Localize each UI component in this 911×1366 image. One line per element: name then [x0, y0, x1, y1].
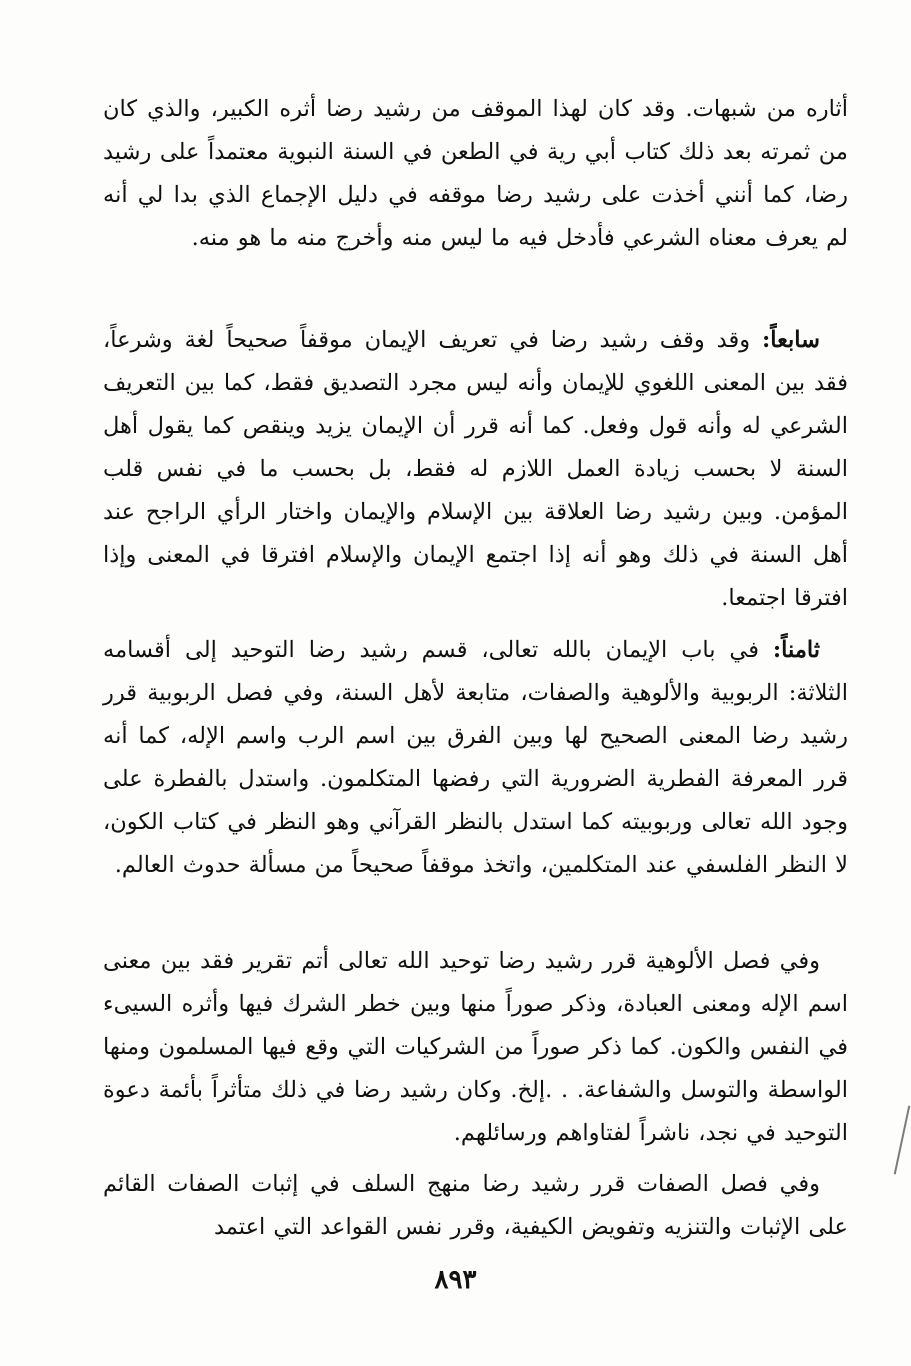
paragraph-5	[103, 1163, 848, 1249]
paragraph-4-text: وفي فصل الألوهية قرر رشيد رضا توحيد الله تعالى أتم تقرير فقد بين معنى اسم الإله ومعنى العبادة، وذكر صوراً منها وبين خطر الشرك فيها وأثره السيىء في النفس والكون. كما ذكر صوراً من الشركيات التي وقع فيها المسلمون ومنها الواسطة والتوسل والشفاعة. . .إلخ. وكان رشيد رضا في ذلك متأثراً بأئمة دعوة التوحيد في نجد، ناشراً لفتاواهم ورسائلهم.	[103, 948, 848, 1146]
paragraph-3-text: في باب الإيمان بالله تعالى، قسم رشيد رضا التوحيد إلى أقسامه الثلاثة: الربوبية والألوهية والصفات، متابعة لأهل السنة، وفي فصل الربوبية قرر رشيد رضا المعنى الصحيح لها وبين الفرق بين اسم الرب واسم الإله، كما أنه قرر المعرفة الفطرية الضرورية التي رفضها المتكلمون. واستدل بالفطرة على وجود الله تعالى وربوبيته كما استدل بالنظر القرآني وهو النظر في كتاب الكون، لا النظر الفلسفي عند المتكلمين، واتخذ موقفاً صحيحاً من مسألة حدوث العالم.	[103, 637, 848, 878]
page-number: ٨٩٣	[434, 1265, 477, 1295]
paragraph-3	[103, 629, 848, 887]
paragraph-3-lead: ثامناً:	[772, 637, 820, 663]
paragraph-2-lead: سابعاً:	[762, 327, 820, 353]
paragraph-5-text: وفي فصل الصفات قرر رشيد رضا منهج السلف في إثبات الصفات القائم على الإثبات والتنزيه وتفويض الكيفية، وقرر نفس القواعد التي اعتمد	[103, 1171, 848, 1240]
paragraph-1	[103, 88, 848, 260]
paragraph-2	[103, 319, 848, 620]
paragraph-4	[103, 940, 848, 1155]
paragraph-1-text: أثاره من شبهات. وقد كان لهذا الموقف من رشيد رضا أثره الكبير، والذي كان من ثمرته بعد ذلك كتاب أبي رية في الطعن في السنة النبوية معتمداً على رشيد رضا، كما أنني أخذت على رشيد رضا موقفه في دليل الإجماع الذي بدا لي أنه لم يعرف معناه الشرعي فأدخل فيه ما ليس منه وأخرج منه ما هو منه.	[103, 96, 848, 251]
paragraph-2-text: وقد وقف رشيد رضا في تعريف الإيمان موقفاً صحيحاً لغة وشرعاً، فقد بين المعنى اللغوي للإيمان وأنه ليس مجرد التصديق فقط، كما بين التعريف الشرعي له وأنه قول وفعل. كما أنه قرر أن الإيمان يزيد وينقص كما يقول أهل السنة لا بحسب زيادة العمل اللازم له فقط، بل بحسب ما في نفس قلب المؤمن. وبين رشيد رضا العلاقة بين الإسلام والإيمان واختار الرأي الراجح عند أهل السنة في ذلك وهو أنه إذا اجتمع الإيمان والإسلام افترقا في المعنى وإذا افترقا اجتمعا.	[103, 327, 848, 611]
page-edge-mark	[894, 1106, 911, 1175]
